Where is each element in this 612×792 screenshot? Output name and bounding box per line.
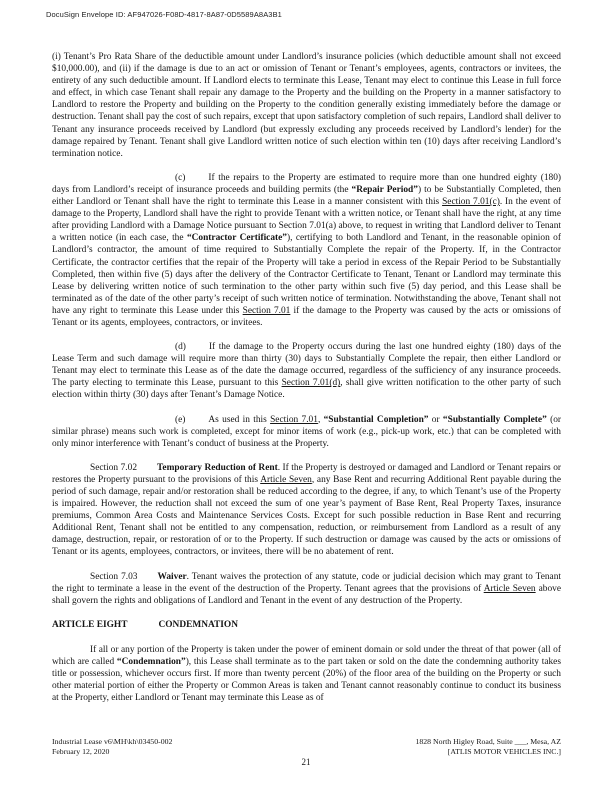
text-run: if the damage to the Property was caused by the acts or omissions of Tenant or its agents, employees, contractors, or invitees. [52, 305, 561, 328]
text-run: . If the Property is destroyed or damaged and Landlord or Tenant repairs or restores the Property pursuant to the provisions of this [52, 462, 562, 485]
paragraph-label: Section 7.03 [90, 571, 138, 582]
text-run: Article Seven [260, 474, 312, 485]
paragraph-label: (d) [175, 342, 186, 353]
paragraph-label: ARTICLE EIGHT [52, 619, 128, 630]
text-run: If all or any portion of the Property is taken under the power of eminent domain or sold under the threat of that power (all of which are called [52, 644, 561, 668]
text-run: “Condemnation” [116, 657, 186, 668]
text-run: Temporary Reduction of Rent [157, 462, 278, 473]
paragraph [52, 571, 561, 607]
paragraph [52, 414, 561, 450]
text-run: (i) Tenant’s Pro Rata Share of the deductible amount under Landlord’s insurance policies (which deductible amount shall not exceed $10,000.00), and (ii) if the damage is due to an act or omission of Tenant or Tenant’s employees, agents, contractors or invitees, the entirety of any such deductible amount. If Landlord elects to terminate this Lease, Tenant may elect to continue this Lease in full force and effect, in which case Tenant shall repair any damage to the Property and the building on the Property in a manner satisfactory to Landlord to restore the Property and building on the Property to the condition generally existing immediately before the damage or destruction. Tenant shall pay the cost of such repairs, except that upon satisfactory completion of such repairs, Landlord shall deliver to Tenant any insurance proceeds received by Landlord (but expressly excluding any proceeds received by Landlord’s lender) for the damage repaired by Tenant. Tenant shall give Landlord written notice of such election within ten (10) days after receiving Landlord’s termination notice. [52, 52, 561, 159]
text-run: “Contractor Certificate” [186, 233, 287, 244]
text-run: , [317, 414, 324, 425]
paragraph-label: (e) [175, 414, 186, 425]
docusign-envelope-id: DocuSign Envelope ID: AF947026-F08D-4817-8A87-0D5589A8A3B1 [46, 10, 282, 19]
text-run: “Substantial Completion” [323, 414, 429, 425]
text-run: Section 7.01 [270, 414, 318, 425]
text-run: Section 7.01(c) [442, 197, 500, 208]
text-run: , shall give written notification to the other party of such election within thirty (30) days after Tenant’s Damage Notice. [52, 378, 561, 401]
text-run: above shall govern the rights and obligations of Landlord and Tenant in the event of any destruction of the Property. [52, 583, 561, 606]
text-run: “Substantially Complete” [442, 414, 547, 425]
document-body [52, 51, 561, 716]
text-run: ) to be Substantially Completed, then either Landlord or Tenant shall have the right to terminate this Lease in a manner consistent with this [52, 184, 561, 208]
paragraph [52, 644, 561, 704]
paragraph-label: Section 7.02 [90, 462, 138, 473]
text-run: As used in this [208, 414, 271, 425]
footer-left [52, 737, 172, 756]
footer-date: February 12, 2020 [52, 746, 110, 756]
page-footer [52, 737, 561, 756]
paragraph [52, 341, 561, 401]
text-run: ), this Lease shall terminate as to the part taken or sold on the date the condemning authority takes title or possession, whichever occurs first. If more than twenty percent (20%) of the floor area of the building on the Property or such other material portion of either the Property or Common Areas is taken and Tenant cannot reasonably continue to conduct its business at the Property, either Landlord or Tenant may terminate this Lease as of [52, 657, 561, 704]
text-run: , any Base Rent and recurring Additional Rent payable during the period of such damage, repair and/or restoration shall be reduced according to the degree, if any, to which Tenant’s use of the Property is impaired. However, the reduction shall not exceed the sum of one year’s payment of Base Rent, Real Property Taxes, insurance premiums, Common Area Costs and Maintenance Services Costs. Except for such possible reduction in Base Rent and recurring Additional Rent, Tenant shall not be entitled to any compensation, reduction, or reimbursement from Landlord as a result of any damage, destruction, repair, or restoration of or to the Property. If such destruction or damage was caused by the acts or omissions of Tenant or its agents, employees, contractors, or invitees, there will be no abatement of rent. [52, 474, 561, 558]
text-run: “Repair Period” [351, 184, 418, 195]
footer-address: 1828 North Higley Road, Suite ___, Mesa, AZ [415, 737, 561, 746]
footer-doc-reference: Industrial Lease v6\MH\kh\03450-002 [52, 737, 173, 746]
text-run: Section 7.01 [242, 305, 291, 316]
paragraph [52, 51, 561, 160]
footer-right [415, 737, 561, 756]
text-run: If the damage to the Property occurs during the last one hundred eighty (180) days of the Lease Term and such damage will require more than thirty (30) days to Substantially Complete the repair, then either Landlord or Tenant may elect to terminate this Lease as of the date the damage occurred, regardless of the sufficiency of any insurance proceeds. The party electing to terminate this Lease, pursuant to this [52, 342, 561, 389]
text-run: If the repairs to the Property are estimated to require more than one hundred eighty (180) days from Landlord’s receipt of insurance proceeds and building permits (the [52, 172, 561, 195]
paragraph [52, 462, 561, 559]
text-run: Waiver [157, 571, 187, 582]
text-run: . In the event of damage to the Property, Landlord shall have the right to provide Tenant with a written notice, or Tenant shall have the right, at any time after providing Landlord with a Damage Notice pursuant to Section 7.01(a) above, to request in writing that Landlord deliver to Tenant a written notice (in each case, the [52, 197, 562, 244]
paragraph [52, 172, 561, 329]
text-run: CONDEMNATION [158, 619, 238, 630]
page-number: 21 [301, 757, 311, 767]
text-run: ), certifying to both Landlord and Tenant, in the reasonable opinion of Landlord’s contractor, the amount of time required to Substantially Complete the repair of the Property. If, in the Contractor Certificate, the contractor certifies that the repair of the Property will take a period in excess of the Repair Period to be Substantially Completed, then within five (5) days after the delivery of the Contractor Certificate to Tenant, Tenant or Landlord may terminate this Lease by delivering written notice of such termination to the other party within such five (5) day period, and this Lease shall be terminated as of the date of the other party’s receipt of such written notice of termination. Notwithstanding the above, Tenant shall not have any right to terminate this Lease under this [52, 233, 561, 316]
text-run: or [428, 414, 443, 425]
text-run: Article Seven [483, 583, 536, 594]
text-run: . Tenant waives the protection of any statute, code or judicial decision which may grant to Tenant the right to terminate a lease in the event of the destruction of the Property. Tenant agrees that the provisions of [52, 571, 561, 594]
text-run: Section 7.01(d) [281, 378, 341, 389]
article-heading [52, 619, 561, 631]
footer-company: [ATLIS MOTOR VEHICLES INC.] [447, 746, 561, 756]
text-run: (or similar phrase) means such work is completed, except for minor items of work (e.g., pick-up work, etc.) that can be completed with only minor interference with Tenant’s conduct of business at the Property. [52, 414, 562, 449]
paragraph-label: (c) [175, 172, 186, 183]
